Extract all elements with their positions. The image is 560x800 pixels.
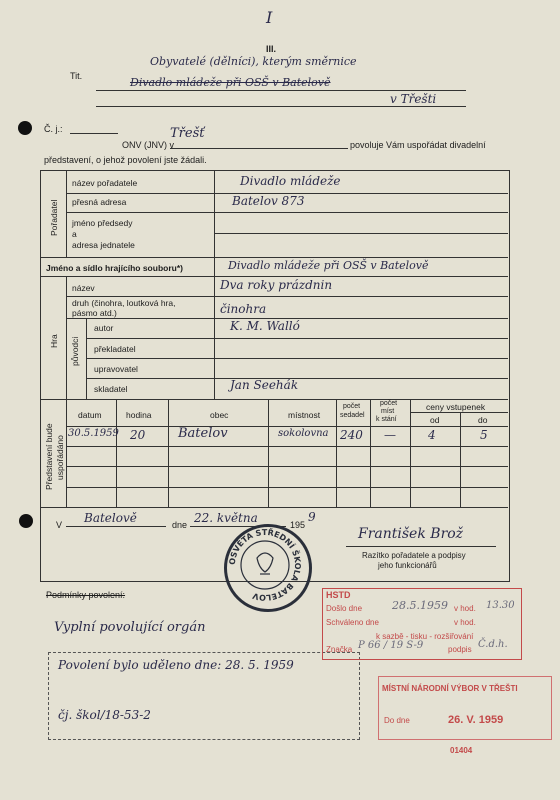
- onv-stamp-date-label: Do dne: [384, 716, 410, 725]
- hstd-title: HSTD: [326, 590, 351, 600]
- col-town: obec: [210, 410, 229, 420]
- date-value: 22. května: [194, 511, 258, 525]
- iii-marker: III.: [266, 44, 277, 54]
- col-seats2: sedadel: [340, 412, 365, 419]
- play-section-label: Hra: [49, 334, 59, 348]
- col-seats1: počet: [343, 403, 361, 410]
- onv-stamp-title: MÍSTNÍ NÁRODNÍ VÝBOR V TŘEŠTI: [382, 684, 518, 693]
- play-adapter-label: upravovatel: [94, 364, 138, 374]
- hstd-hour-label2: v hod.: [454, 618, 476, 627]
- play-author-value: K. M. Walló: [230, 319, 300, 333]
- row-seats: 240: [340, 428, 363, 442]
- organizer-chair-label2: a: [72, 229, 77, 239]
- col-standing2: míst: [381, 408, 395, 415]
- organizer-seal: [224, 524, 312, 612]
- play-kind-label2: pásmo atd.): [72, 308, 117, 318]
- v-label: V: [56, 520, 63, 530]
- punch-hole-top: [18, 121, 32, 135]
- organizer-chair-label3: adresa jednatele: [72, 240, 135, 250]
- onv-stamp-number: 01404: [450, 746, 473, 755]
- hstd-received-value: 28.5.1959: [392, 599, 448, 612]
- col-hour: hodina: [126, 410, 152, 420]
- reference-number: čj. škol/18-53-2: [58, 708, 151, 722]
- origin-label: původci: [70, 336, 80, 366]
- addressee-underline1: [96, 90, 466, 91]
- signature-caption1: Razítko pořadatele a podpisy: [362, 551, 466, 560]
- col-standing1: počet: [380, 400, 398, 407]
- play-composer-value: Jan Seehák: [230, 378, 299, 392]
- col-to: do: [478, 415, 488, 425]
- svg-text:OSVĚTA STŘEDNÍ ŠKOLA BATELOV: [228, 526, 303, 602]
- row-town: Batelov: [178, 426, 228, 441]
- signer-signature: František Brož: [358, 526, 464, 542]
- col-date: datum: [78, 410, 102, 420]
- hstd-received-label: Došlo dne: [326, 604, 363, 613]
- play-title-value: Dva roky prázdnin: [220, 278, 333, 292]
- year-value: 9: [308, 510, 316, 524]
- organizer-name-label: název pořadatele: [72, 178, 138, 188]
- granted-text: Povolení bylo uděleno dne: 28. 5. 1959: [58, 658, 294, 672]
- tit-label: Tit.: [70, 71, 83, 81]
- troupe-label: Jméno a sídlo hrajícího souboru*): [46, 263, 183, 273]
- organizer-name-value: Divadlo mládeže: [240, 174, 341, 188]
- performance-label1: Představení bude: [44, 423, 54, 490]
- conditions-text: Vyplní povolující orgán: [54, 620, 206, 635]
- roman-numeral: I: [266, 8, 273, 27]
- hstd-signature-label: podpis: [448, 645, 472, 654]
- onv-line: [170, 148, 348, 149]
- hstd-hour-label1: v hod.: [454, 604, 476, 613]
- row-standing: —: [384, 428, 396, 442]
- dne-label: dne: [172, 520, 188, 530]
- hstd-approved-label: Schváleno dne: [326, 618, 379, 627]
- addressee-line1: Obyvatelé (dělníci), kterým směrnice: [150, 55, 357, 68]
- place-value: Batelově: [84, 511, 137, 525]
- addressee-line3: v Třešti: [390, 92, 437, 106]
- troupe-value: Divadlo mládeže při OSŠ v Batelově: [228, 259, 429, 272]
- play-author-label: autor: [94, 323, 114, 333]
- col-standing3: k stání: [376, 416, 397, 423]
- hstd-mark-value: P 66 / 19 S-9: [358, 640, 424, 651]
- permit-text: povoluje Vám uspořádat divadelní: [350, 140, 486, 150]
- organizer-section-label: Pořadatel: [49, 199, 59, 236]
- addressee-underline2: [96, 106, 466, 107]
- onv-value: Třešť: [170, 126, 205, 141]
- row-from: 4: [428, 428, 436, 442]
- play-kind-value: činohra: [220, 302, 267, 316]
- organizer-address-value: Batelov 873: [232, 194, 305, 208]
- onv-stamp-date-value: 26. V. 1959: [448, 714, 504, 726]
- cj-label: Č. j.:: [44, 124, 63, 134]
- row-hour: 20: [130, 428, 146, 442]
- col-from: od: [430, 415, 440, 425]
- addressee-line2: Divadlo mládeže při OSŠ v Batelově: [130, 76, 331, 89]
- organizer-chair-label1: jméno předsedy: [72, 218, 133, 228]
- hstd-hour-value1: 13.30: [486, 600, 515, 611]
- row-date: 30.5.1959: [68, 428, 119, 439]
- hstd-typeset-label: k sazbě - tisku - rozšiřování: [376, 632, 474, 641]
- performance-label2: uspořádáno: [55, 435, 65, 480]
- play-title-label: název: [72, 283, 95, 293]
- col-prices: ceny vstupenek: [426, 402, 486, 412]
- conditions-label: Podmínky povolení:: [46, 590, 126, 600]
- play-kind-label1: druh (činohra, loutková hra,: [72, 298, 176, 308]
- cj-line: [70, 133, 118, 134]
- punch-hole-bottom: [19, 514, 33, 528]
- play-composer-label: skladatel: [94, 384, 128, 394]
- hstd-signature-value: Č.d.h.: [478, 639, 508, 650]
- year-printed: 195: [290, 520, 306, 530]
- row-to: 5: [480, 428, 488, 442]
- signature-caption2: jeho funkcionářů: [378, 561, 437, 570]
- col-place: místnost: [288, 410, 321, 420]
- seal-text: OSVĚTA STŘEDNÍ ŠKOLA BATELOV: [227, 527, 303, 603]
- play-translator-label: překladatel: [94, 344, 136, 354]
- hstd-mark-label: Značka: [326, 645, 353, 654]
- organizer-address-label: přesná adresa: [72, 197, 127, 207]
- onv-label: ONV (JNV) v: [122, 140, 175, 150]
- row-place: sokolovna: [278, 428, 329, 439]
- intro-line2: představení, o jehož povolení jste žádali.: [44, 155, 207, 165]
